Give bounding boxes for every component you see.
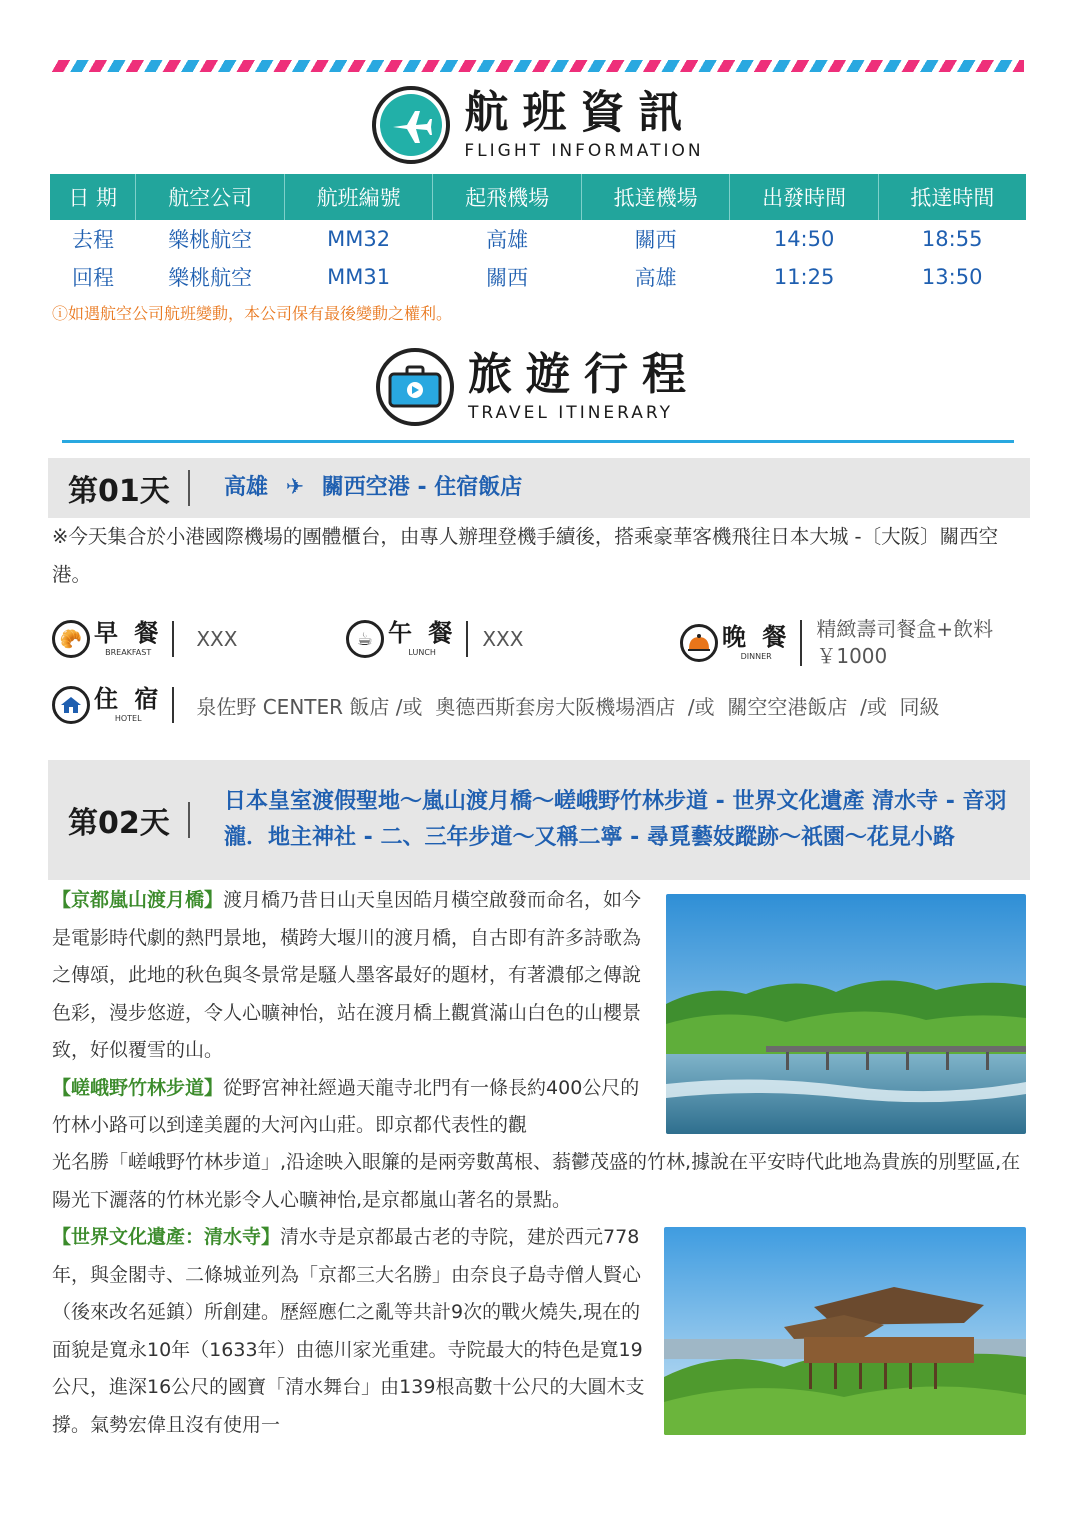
day1-description: ※今天集合於小港國際機場的團體櫃台，由專人辦理登機手續後，搭乘豪華客機飛往日本大城 -〔大阪〕關西空港。 (52, 525, 999, 586)
table-cell: 關西 (634, 228, 677, 252)
arashiyama-section (52, 882, 654, 1145)
hotel-label-en: HOTEL (114, 714, 142, 723)
header-airline: 航空公司 (136, 174, 284, 220)
hotel-row (52, 686, 940, 724)
kiyomizu-heading: 【世界文化遺產：清水寺】 (52, 1226, 281, 1248)
lunch-label-en: LUNCH (408, 648, 436, 657)
bamboo-text-a: 從野宮神社經過天龍寺北門有一條長約400公尺的竹林小路可以到達美麗的大河內山莊。即京都代表性的觀 (52, 1076, 640, 1136)
header-flight-no: 航班編號 (284, 174, 432, 220)
itinerary-heading (0, 348, 1076, 426)
divider (172, 621, 174, 657)
divider (188, 802, 190, 838)
divider (188, 470, 190, 506)
divider (466, 621, 468, 657)
flight-change-note: ⓘ如遇航空公司航班變動，本公司保有最後變動之權利。 (52, 304, 453, 323)
itinerary-subtitle: TRAVEL ITINERARY (468, 403, 674, 424)
day2-route: 日本皇室渡假聖地～嵐山渡月橋～嵯峨野竹林步道 - 世界文化遺產 清水寺 - 音羽瀧．地主神社 - 二、三年步道～又稱二寧 - 尋覓藝妓蹤跡～祇園～花見小路 (224, 789, 1007, 850)
bamboo-text-b: 光名勝「嵯峨野竹林步道」,沿途映入眼簾的是兩旁數萬根、蓊鬱茂盛的竹林,據說在平安時代此地為貴族的別墅區,在陽光下灑落的竹林光影令人心曠神怡,是京都嵐山著名的景點。 (52, 1151, 1021, 1211)
flight-table-header (50, 174, 1026, 220)
flight-subtitle: FLIGHT INFORMATION (464, 141, 704, 162)
table-cell: 13:50 (921, 265, 983, 289)
hotel-icon (52, 686, 90, 724)
kiyomizu-temple-photo (664, 1227, 1026, 1435)
bamboo-heading: 【嵯峨野竹林步道】 (52, 1076, 224, 1099)
table-cell: 樂桃航空 (168, 266, 253, 290)
day1-route (224, 470, 522, 506)
header-date: 日 期 (50, 174, 136, 220)
header-arrive-airport: 抵達機場 (581, 174, 729, 220)
header-depart-airport: 起飛機場 (433, 174, 581, 220)
table-cell: 18:55 (921, 227, 983, 251)
table-cell: 回程 (71, 266, 114, 290)
table-cell: MM32 (327, 227, 391, 251)
hotel-label: 住 宿 (94, 685, 163, 713)
kiyomizu-section (52, 1219, 652, 1444)
dinner-row (680, 616, 993, 670)
airplane-icon (372, 86, 450, 164)
lunch-value: XXX (482, 627, 524, 651)
day2-label: 第02天 (68, 806, 170, 841)
lunch-row (346, 620, 523, 658)
table-row (50, 258, 1026, 296)
divider (172, 687, 174, 723)
day2-header (48, 760, 1030, 880)
table-cell: 去程 (71, 228, 114, 252)
breakfast-value: XXX (196, 627, 238, 651)
table-cell: 14:50 (773, 227, 835, 251)
decorative-stripe (52, 60, 1024, 72)
day1-header (48, 458, 1030, 518)
dinner-value-line2: ￥1000 (816, 644, 888, 668)
table-cell: 11:25 (773, 265, 835, 289)
arashiyama-text: 渡月橋乃昔日山天皇因皓月橫空啟發而命名，如今是電影時代劇的熱門景地，橫跨大堰川的渡月橋，自古即有許多詩歌為之傳頌，此地的秋色與冬景常是騷人墨客最好的題材，有著濃郁之傳說色彩，漫步悠遊，令人心曠神怡，站在渡月橋上觀賞滿山白色的山櫻景致，好似覆雪的山。 (52, 889, 642, 1061)
itinerary-title: 旅遊行程 (468, 348, 700, 400)
hotel-value: 泉佐野 CENTER 飯店 /或 奧德西斯套房大阪機場酒店 /或 關空空港飯店 /或 同級 (196, 694, 940, 719)
togetsukyo-bridge-photo (666, 894, 1026, 1134)
header-depart-time: 出發時間 (730, 174, 878, 220)
lunch-label: 午 餐 (388, 619, 457, 647)
breakfast-row (52, 620, 237, 658)
dinner-value-line1: 精緻壽司餐盒+飲料 (816, 617, 994, 641)
croissant-icon: 🥐 (52, 620, 90, 658)
table-cell: 樂桃航空 (168, 228, 253, 252)
day1-label: 第01天 (68, 474, 170, 509)
table-cell: 高雄 (486, 228, 529, 252)
table-cell: 關西 (486, 266, 529, 290)
dinner-label: 晚 餐 (722, 623, 791, 651)
suitcase-icon (376, 348, 454, 426)
breakfast-label: 早 餐 (94, 619, 163, 647)
day1-route-to: 關西空港 - 住宿飯店 (321, 475, 523, 500)
plane-icon: ✈ (285, 475, 305, 500)
divider (800, 620, 802, 666)
breakfast-label-en: BREAKFAST (105, 648, 152, 657)
flight-table (50, 174, 1026, 296)
table-cell: MM31 (327, 265, 391, 289)
table-cell: 高雄 (634, 266, 677, 290)
itinerary-divider (62, 440, 1014, 443)
header-arrive-time: 抵達時間 (878, 174, 1026, 220)
coffee-cup-icon: ☕ (346, 620, 384, 658)
kiyomizu-text: 清水寺是京都最古老的寺院，建於西元778年，與金閣寺、二條城並列為「京都三大名勝」由奈良子島寺僧人賢心（後來改名延鎮）所創建。歷經應仁之亂等共計9次的戰火燒失,現在的面貌是寬永10年（1633年）由德川家光重建。寺院最大的特色是寬19公尺，進深16公尺的國寶「清水舞台」由139根高數十公尺的大圓木支撐。氣勢宏偉且沒有使用一 (52, 1226, 645, 1436)
dinner-label-en: DINNER (740, 652, 772, 661)
flight-info-heading (0, 86, 1076, 164)
day1-route-from: 高雄 (224, 475, 269, 500)
arashiyama-heading: 【京都嵐山渡月橋】 (52, 889, 224, 911)
table-row (50, 220, 1026, 258)
flight-title: 航班資訊 (464, 86, 697, 138)
cloche-icon (680, 624, 718, 662)
